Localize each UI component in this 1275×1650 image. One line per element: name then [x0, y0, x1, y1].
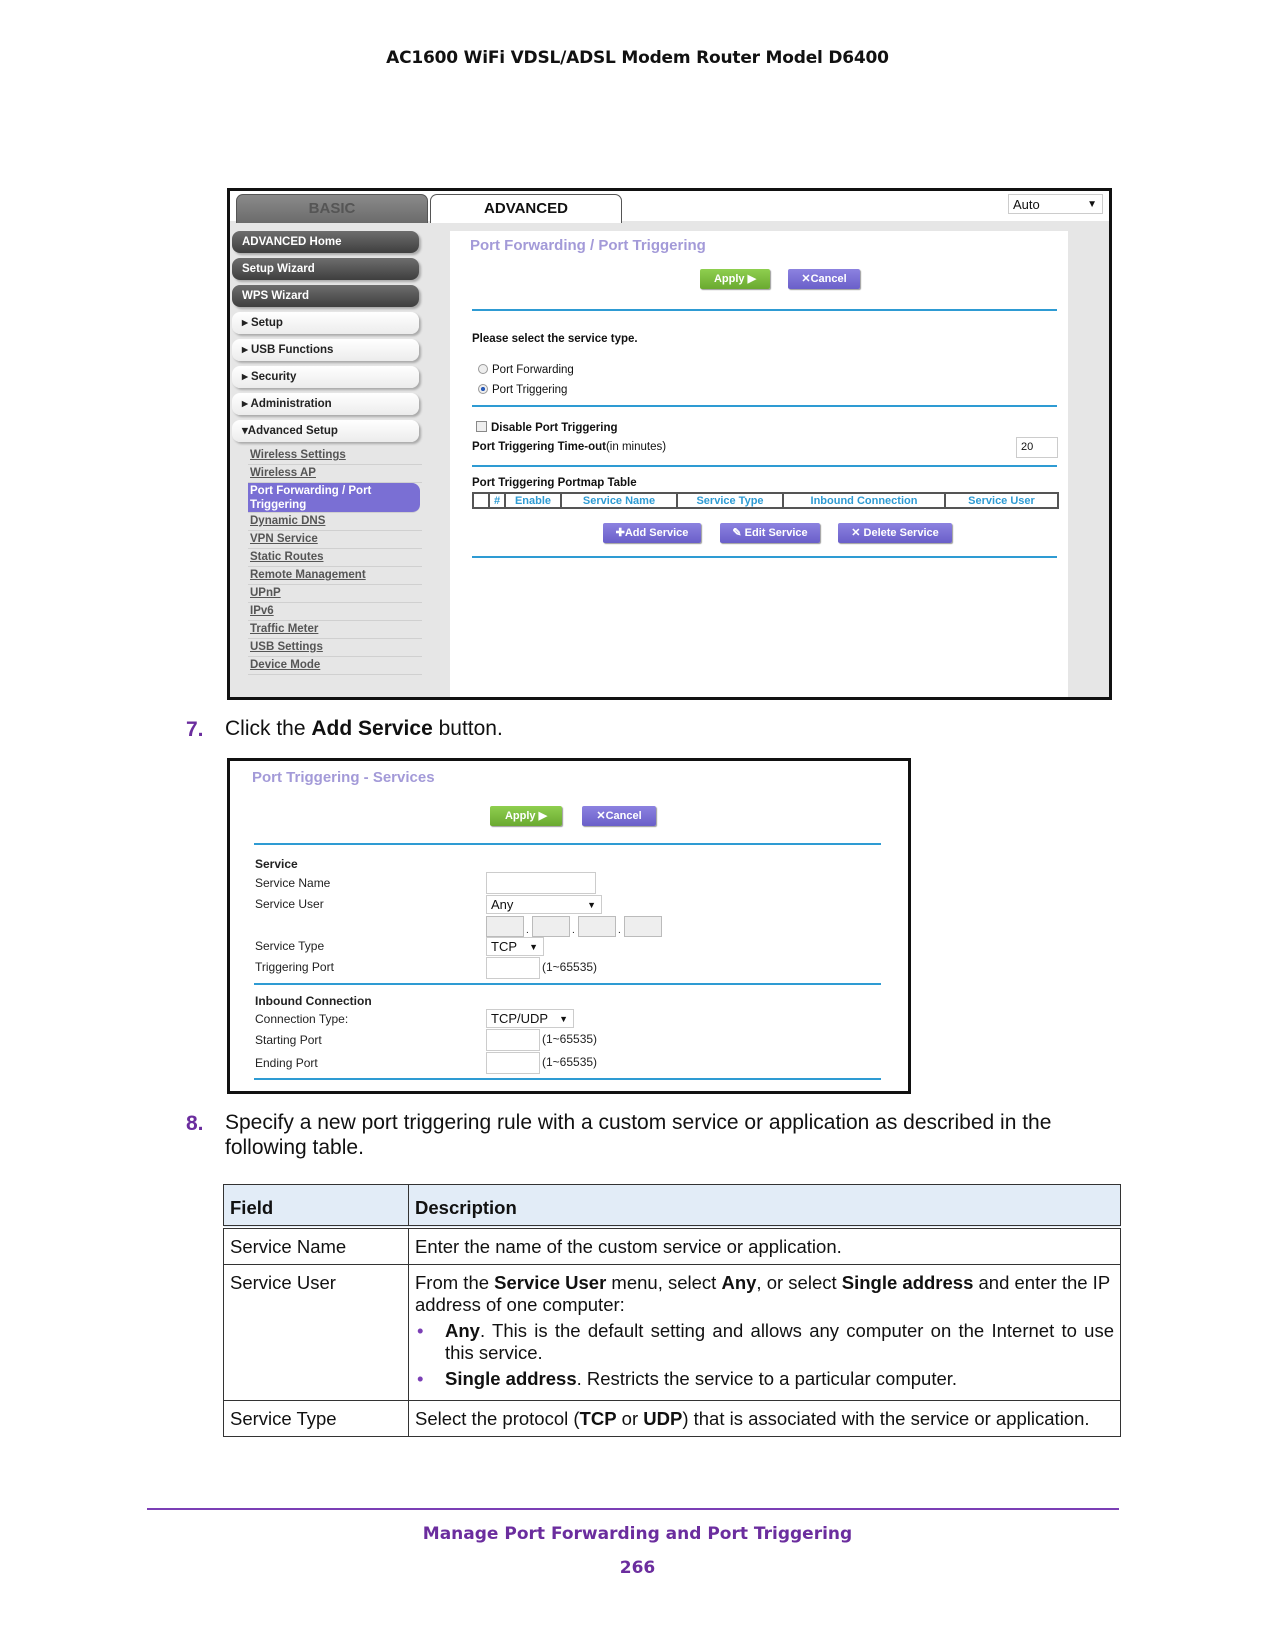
- divider: [472, 465, 1057, 467]
- chevron-down-icon: ▼: [529, 942, 538, 952]
- divider: [254, 983, 881, 985]
- text-run: , or select: [756, 1272, 842, 1293]
- edit-service-label: Edit Service: [744, 527, 808, 539]
- text-run: . Restricts the service to a particular computer.: [576, 1368, 958, 1389]
- page-title: Port Forwarding / Port Triggering: [470, 237, 706, 254]
- step-7-text: [225, 716, 503, 741]
- portmap-col-number: #: [489, 493, 505, 508]
- text-run-bold: Any: [445, 1320, 480, 1341]
- checkbox-label: Disable Port Triggering: [491, 422, 618, 434]
- sidebar-section-label: Administration: [250, 398, 332, 410]
- description-text: [415, 1272, 1114, 1316]
- portmap-col-select: [473, 493, 489, 508]
- chevron-down-icon: ▼: [1087, 199, 1097, 210]
- service-type-prompt: Please select the service type.: [472, 333, 638, 345]
- ip-octet-4[interactable]: [624, 916, 662, 937]
- step-bold: Add Service: [311, 717, 433, 740]
- sidebar-subitem-static-routes[interactable]: Static Routes: [248, 549, 422, 567]
- delete-service-label: Delete Service: [863, 527, 939, 539]
- timeout-input[interactable]: 20: [1016, 437, 1058, 458]
- sidebar-subitem-wireless-settings[interactable]: Wireless Settings: [248, 447, 422, 465]
- timeout-label-bold: Port Triggering Time-out: [472, 441, 606, 453]
- step-number: 7.: [186, 718, 204, 741]
- sidebar-item-setup-wizard[interactable]: Setup Wizard: [232, 258, 419, 280]
- connection-type-value: TCP/UDP: [491, 1011, 549, 1026]
- text-run: . This is the default setting and allows any computer on the Internet to use this service.: [445, 1320, 1114, 1363]
- chevron-down-icon: ▼: [559, 1014, 568, 1024]
- portmap-col-enable: Enable: [505, 493, 561, 508]
- radio-port-triggering[interactable]: [478, 384, 567, 396]
- ip-octet-2[interactable]: [532, 916, 570, 937]
- table-cell-field: Service Type: [224, 1401, 409, 1437]
- service-name-input[interactable]: [486, 872, 596, 894]
- service-name-label: Service Name: [255, 876, 331, 890]
- step-number: 8.: [186, 1112, 204, 1135]
- service-type-value: TCP: [491, 939, 517, 954]
- text-run-bold: UDP: [643, 1408, 683, 1429]
- tab-basic[interactable]: BASIC: [236, 194, 428, 223]
- connection-type-label: Connection Type:: [255, 1012, 349, 1026]
- sidebar-item-wps-wizard[interactable]: WPS Wizard: [232, 285, 419, 307]
- main-panel: [450, 231, 1068, 697]
- bullet-list: [415, 1320, 1114, 1390]
- service-user-label: Service User: [255, 897, 324, 911]
- edit-service-button[interactable]: [720, 523, 820, 543]
- text-run-bold: Any: [721, 1272, 757, 1293]
- chevron-down-icon: ▼: [587, 900, 596, 910]
- sidebar-section-advanced-setup[interactable]: [232, 420, 419, 442]
- service-type-label: Service Type: [255, 939, 325, 953]
- ip-octet-3[interactable]: [578, 916, 616, 937]
- triggering-port-input[interactable]: [486, 957, 540, 979]
- document-header: AC1600 WiFi VDSL/ADSL Modem Router Model D6400: [386, 48, 889, 68]
- sidebar-item-advanced-home[interactable]: ADVANCED Home: [232, 231, 419, 253]
- sidebar-subitem-ipv6[interactable]: IPv6: [248, 603, 422, 621]
- close-icon: ✕: [801, 273, 811, 285]
- sidebar-subitem-usb-settings[interactable]: USB Settings: [248, 639, 422, 657]
- plus-icon: ✚: [615, 527, 625, 539]
- text-run: and enter the IP address of one computer:: [415, 1272, 1110, 1315]
- text-run: From the: [415, 1272, 495, 1293]
- range-hint: (1~65535): [542, 960, 598, 974]
- caret-right-icon: ▸: [242, 317, 251, 329]
- table-cell-description: [409, 1265, 1121, 1401]
- text-run: Select the protocol (: [415, 1408, 580, 1429]
- disable-port-triggering-checkbox[interactable]: [476, 421, 618, 434]
- table-row: [224, 1265, 1121, 1401]
- cancel-button[interactable]: [582, 806, 656, 826]
- table-header-description: Description: [409, 1185, 1121, 1228]
- text-run: ) that is associated with the service or application.: [682, 1408, 1090, 1429]
- sidebar-section-security[interactable]: [232, 366, 419, 388]
- radio-button[interactable]: [478, 364, 488, 374]
- timeout-label-unit: (in minutes): [605, 441, 667, 453]
- portmap-table: [472, 492, 1059, 509]
- footer-section-title: Manage Port Forwarding and Port Triggering: [422, 1524, 853, 1544]
- sidebar-subitem-port-forwarding[interactable]: Port Forwarding / Port Triggering: [248, 483, 420, 513]
- text-run-bold: Single address: [841, 1272, 974, 1293]
- bullet-icon: •: [417, 1320, 424, 1341]
- close-icon: ✕: [596, 810, 606, 822]
- language-select[interactable]: [1008, 194, 1103, 214]
- table-cell-field: Service Name: [224, 1227, 409, 1265]
- divider: [254, 1078, 881, 1080]
- table-header-field: Field: [224, 1185, 409, 1228]
- divider: [472, 556, 1057, 558]
- checkbox[interactable]: [476, 421, 487, 432]
- connection-type-select[interactable]: [486, 1009, 574, 1028]
- text-run-bold: Service User: [494, 1272, 607, 1293]
- radio-label: Port Triggering: [492, 384, 568, 396]
- sidebar-section-label: USB Functions: [250, 344, 334, 356]
- ip-dot: .: [572, 925, 575, 936]
- sidebar-subitem-wireless-ap[interactable]: Wireless AP: [248, 465, 422, 483]
- portmap-table-title: Port Triggering Portmap Table: [472, 477, 637, 489]
- portmap-col-service-name: Service Name: [561, 493, 677, 508]
- table-cell-field: Service User: [224, 1265, 409, 1401]
- delete-service-button[interactable]: [838, 523, 952, 543]
- sidebar-subitem-device-mode[interactable]: Device Mode: [248, 657, 422, 675]
- ip-dot: .: [618, 925, 621, 936]
- portmap-col-service-type: Service Type: [677, 493, 783, 508]
- bullet-icon: •: [417, 1368, 424, 1389]
- sidebar-subitem-remote-management[interactable]: Remote Management: [248, 567, 422, 585]
- tab-bar: [230, 191, 1109, 221]
- starting-port-input[interactable]: [486, 1029, 540, 1051]
- services-page-title: Port Triggering - Services: [252, 769, 435, 786]
- field-description-table: [223, 1184, 1121, 1437]
- add-service-button[interactable]: [603, 523, 701, 543]
- range-hint: (1~65535): [542, 1032, 598, 1046]
- sidebar: [230, 231, 435, 675]
- portmap-col-inbound-connection: Inbound Connection: [783, 493, 945, 508]
- cancel-label: Cancel: [605, 810, 642, 822]
- inbound-connection-heading: Inbound Connection: [255, 994, 372, 1008]
- caret-down-icon: ▾: [242, 425, 248, 437]
- sidebar-section-label: Security: [250, 371, 297, 383]
- text-run-bold: TCP: [579, 1408, 617, 1429]
- triggering-port-label: Triggering Port: [255, 960, 334, 974]
- footer-divider: [147, 1508, 1119, 1510]
- apply-button[interactable]: Apply ▶: [700, 269, 770, 289]
- radio-button-selected[interactable]: [478, 384, 488, 394]
- service-type-select[interactable]: [486, 937, 544, 956]
- sidebar-subitem-traffic-meter[interactable]: Traffic Meter: [248, 621, 422, 639]
- text-run: menu, select: [606, 1272, 722, 1293]
- ip-dot: .: [526, 925, 529, 936]
- sidebar-subitem-upnp[interactable]: UPnP: [248, 585, 422, 603]
- divider: [254, 843, 881, 845]
- portmap-header-row: [473, 493, 1058, 508]
- table-cell-description: [409, 1401, 1121, 1437]
- step-8-text: Specify a new port triggering rule with a custom service or application as described in the following table.: [225, 1111, 1052, 1159]
- radio-port-forwarding[interactable]: [478, 364, 574, 376]
- router-screenshot: [227, 188, 1112, 700]
- ending-port-label: Ending Port: [255, 1056, 318, 1070]
- step-text: button.: [432, 717, 503, 740]
- text-run: or: [616, 1408, 644, 1429]
- ending-port-input[interactable]: [486, 1052, 540, 1074]
- divider: [472, 405, 1057, 407]
- caret-right-icon: ▸: [242, 398, 251, 410]
- page-number: 266: [619, 1558, 656, 1578]
- range-hint: (1~65535): [542, 1055, 598, 1069]
- services-screenshot: [227, 758, 911, 1094]
- table-row: [224, 1401, 1121, 1437]
- tab-advanced[interactable]: ADVANCED: [430, 194, 622, 223]
- table-header-row: [224, 1185, 1121, 1228]
- caret-right-icon: ▸: [242, 371, 251, 383]
- sidebar-section-usb-functions[interactable]: [232, 339, 419, 361]
- service-user-value: Any: [491, 897, 514, 912]
- cancel-button[interactable]: [788, 269, 860, 289]
- bullet-item: [415, 1368, 1114, 1390]
- pencil-icon: ✎: [732, 527, 745, 539]
- cancel-label: Cancel: [810, 273, 847, 285]
- radio-label: Port Forwarding: [492, 364, 574, 376]
- bullet-item: [415, 1320, 1114, 1364]
- service-heading: Service: [255, 857, 298, 871]
- add-service-label: Add Service: [624, 527, 689, 539]
- sidebar-section-label: Setup: [250, 317, 283, 329]
- text-run-bold: Single address: [445, 1368, 577, 1389]
- caret-right-icon: ▸: [242, 344, 251, 356]
- starting-port-label: Starting Port: [255, 1033, 322, 1047]
- sidebar-section-setup[interactable]: [232, 312, 419, 334]
- language-select-value: Auto: [1013, 197, 1040, 212]
- divider: [472, 309, 1057, 311]
- apply-button[interactable]: Apply ▶: [490, 806, 562, 826]
- table-row: [224, 1227, 1121, 1265]
- sidebar-section-label: Advanced Setup: [247, 425, 338, 437]
- sidebar-section-administration[interactable]: [232, 393, 419, 415]
- table-cell-description: Enter the name of the custom service or application.: [409, 1227, 1121, 1265]
- sidebar-subitem-dynamic-dns[interactable]: Dynamic DNS: [248, 513, 422, 531]
- sidebar-subitem-vpn-service[interactable]: VPN Service: [248, 531, 422, 549]
- timeout-label: [472, 441, 666, 453]
- step-text: Click the: [225, 717, 312, 740]
- close-icon: ✕: [851, 527, 864, 539]
- ip-octet-1[interactable]: [486, 916, 524, 937]
- service-user-select[interactable]: [486, 895, 602, 914]
- portmap-col-service-user: Service User: [945, 493, 1058, 508]
